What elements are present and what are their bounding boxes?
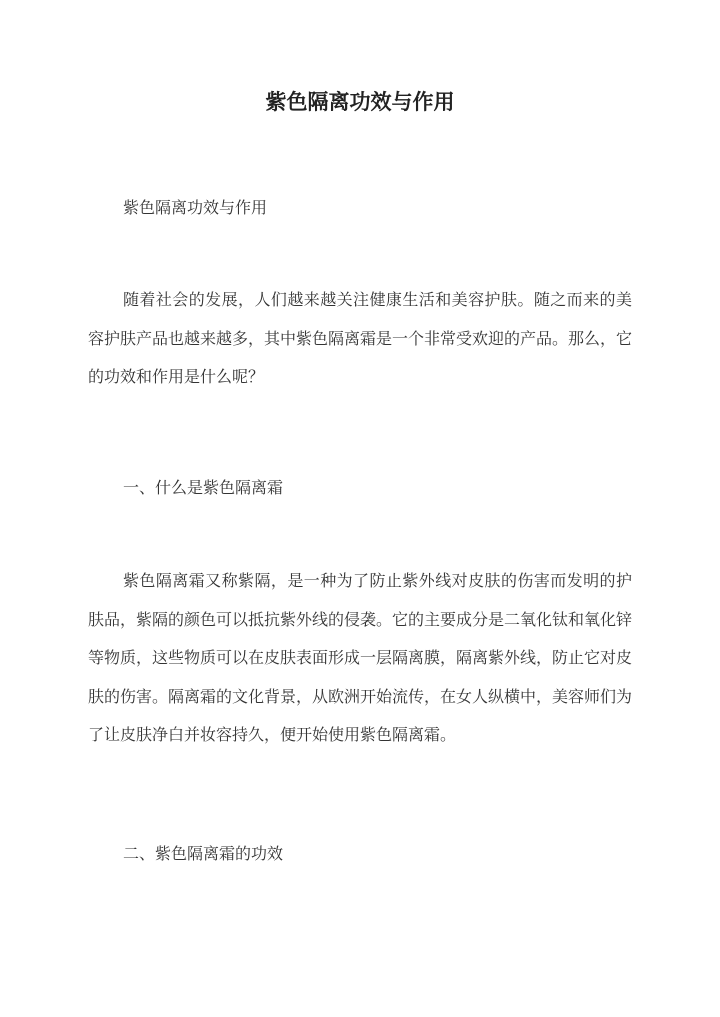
intro-paragraph: 随着社会的发展，人们越来越关注健康生活和美容护肤。随之而来的美容护肤产品也越来越多，其中紫色隔离霜是一个非常受欢迎的产品。那么，它的功效和作用是什么呢？ bbox=[88, 290, 633, 386]
section-1-heading: 一、什么是紫色隔离霜 bbox=[123, 478, 284, 497]
document-title: 紫色隔离功效与作用 bbox=[265, 89, 455, 114]
document-subtitle: 紫色隔离功效与作用 bbox=[123, 198, 268, 217]
section-1-paragraph: 紫色隔离霜又称紫隔，是一种为了防止紫外线对皮肤的伤害而发明的护肤品，紫隔的颜色可以抵抗紫外线的侵袭。它的主要成分是二氧化钛和氧化锌等物质，这些物质可以在皮肤表面形成一层隔离膜，隔离紫外线，防止它对皮肤的伤害。隔离霜的文化背景，从欧洲开始流传，在女人纵横中，美容师们为了让皮肤净白并妆容持久，便开始使用紫色隔离霜。 bbox=[88, 571, 633, 744]
section-2-heading: 二、紫色隔离霜的功效 bbox=[123, 844, 284, 863]
